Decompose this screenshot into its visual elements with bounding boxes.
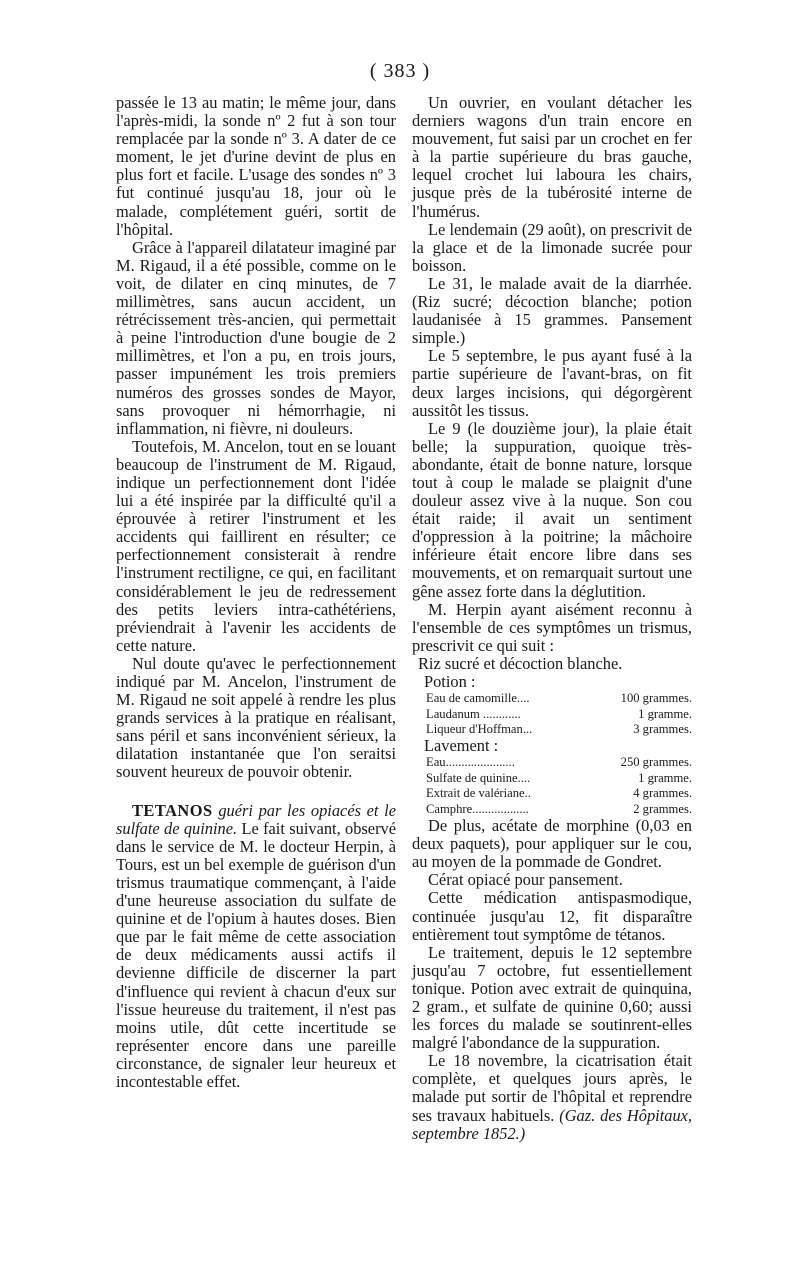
- table-row: [412, 707, 692, 722]
- paragraph: Le 9 (le douzième jour), la plaie était belle; la suppuration, quoique très-abondante, était de bonne nature, lorsque tout à coup le malade se plaignit d'une douleur assez vive à la nuque. Son cou était raide; il avait un sentiment d'oppression à la poitrine; la mâchoire inférieure était encore libre dans ses mouvements, et on remarquait surtout une gêne assez forte dans la déglutition.: [412, 418, 692, 601]
- table-row: [412, 802, 692, 817]
- paragraph-text: Le 18 novembre, la cicatrisation était complète, et quelques jours après, le malade put sortir de l'hôpital et reprendre ses travaux habituels.: [412, 1051, 692, 1125]
- table-row: [412, 691, 692, 706]
- quantity: 3 grammes.: [633, 721, 692, 736]
- paragraph: Nul doute qu'avec le perfectionnement indiqué par M. Ancelon, l'instrument de M. Rigaud ne soit appelé à rendre les plus grands services à la pratique en réalisant, sans péril et sans inconvénient sérieux, la dilatation instantanée que l'on seraitsi souvent heureux de pouvoir obtenir.: [116, 653, 396, 782]
- quantity: 4 grammes.: [633, 786, 692, 801]
- paragraph: Cérat opiacé pour pansement.: [428, 870, 623, 890]
- right-column: [412, 94, 692, 1143]
- paragraph: Un ouvrier, en voulant détacher les derniers wagons d'un train encore en mouvement, fut saisi par un crochet en fer à la partie supérieure du bras gauche, lequel crochet lui laboura les chairs, jusque près de la tubérosité interne de l'humérus.: [412, 93, 692, 221]
- paragraph: Le 31, le malade avait de la diarrhée. (Riz sucré; décoction blanche; potion laudanisée à 15 grammes. Pansement simple.): [412, 273, 692, 348]
- paragraph: [412, 1052, 692, 1142]
- article-subtitle: guéri par les opiacés et le sulfate de quinine.: [116, 800, 396, 838]
- quantity: 250 grammes.: [620, 755, 692, 770]
- page-number: ( 383 ): [369, 60, 431, 82]
- paragraph: Le 5 septembre, le pus ayant fusé à la partie supérieure de l'avant-bras, on fit deux larges incisions, qui dégorgèrent aussitôt les tissus.: [412, 346, 692, 420]
- potion-table: [412, 691, 692, 737]
- lavement-label: Lavement :: [424, 736, 499, 756]
- paragraph: Le lendemain (29 août), on prescrivit de la glace et de la limonade sucrée pour boisson.: [412, 219, 692, 275]
- ingredient: Camphre..................: [426, 801, 529, 816]
- table-row: [412, 786, 692, 801]
- citation: (Gaz. des Hôpitaux, septembre 1852.): [412, 1105, 693, 1143]
- tetanos-article-paragraph: [116, 802, 396, 1092]
- ingredient: Eau de camomille....: [426, 691, 530, 706]
- paragraph: Grâce à l'appareil dilatateur imaginé par M. Rigaud, il a été possible, comme on le voit, de dilater en cinq minutes, de 7 millimètres, sans aucun accident, un rétrécissement très-ancien, qui permettait à peine l'introduction d'une bougie de 2 millimètres, et l'on a pu, en trois jours, passer impunément les trois premiers numéros des grosses sondes de Mayor, sans provoquer ni hémorrhagie, ni inflammation, ni fièvre, ni douleurs.: [116, 237, 396, 438]
- ingredient: Sulfate de quinine....: [426, 770, 531, 785]
- paragraph: passée le 13 au matin; le même jour, dans l'après-midi, la sonde nº 2 fut à son tour remplacée par la sonde nº 3. A dater de ce moment, le jet d'urine devint de plus en plus fort et facile. L'usage des sondes nº 3 fut continué jusqu'au 18, jour où le malade, complétement guéri, sortit de l'hôpital.: [116, 93, 396, 239]
- table-row: [412, 755, 692, 770]
- paragraph: Toutefois, M. Ancelon, tout en se louant beaucoup de l'instrument de M. Rigaud, indique un perfectionnement dont l'idée lui a été inspirée par la difficulté qu'il a éprouvée à retirer l'instrument et les accidents qui faillirent en résulter; ce perfectionnement consisterait à rendre l'instrument rectiligne, ce qui, en facilitant considérablement le jeu de redressement des petits leviers intra-cathétériens, préviendrait à l'avenir les accidents de cette nature.: [116, 436, 396, 655]
- ingredient: Liqueur d'Hoffman...: [426, 721, 533, 736]
- quantity: 1 gramme.: [638, 770, 692, 785]
- paragraph-text: Le fait suivant, observé dans le service de M. le docteur Herpin, à Tours, est un bel exemple de guérison d'un trismus traumatique commençant, à l'aide d'une heureuse association du sulfate de quinine et de l'opium à hautes doses. Bien que par le fait même de cette association de deux médicaments aussi actifs il devienne difficile de discerner la part d'influence qui revient à chacun d'eux sur l'issue heureuse du traitement, il n'est pas moins utile, dût cette incertitude se représenter encore dans une pareille circonstance, de signaler leur heureux et incontestable effet.: [116, 818, 396, 1091]
- article-heading: TETANOS: [132, 800, 213, 820]
- table-row: [412, 722, 692, 737]
- potion-label: Potion :: [424, 672, 476, 691]
- paragraph: Le traitement, depuis le 12 septembre jusqu'au 7 octobre, fut essentiellement tonique. Potion avec extrait de quinquina, 2 gram., et sulfate de quinine 0,60; aussi les forces du malade se soutinrent-elles malgré l'abondance de la suppuration.: [412, 942, 692, 1053]
- quantity: 1 gramme.: [638, 706, 692, 721]
- paragraph: M. Herpin ayant aisément reconnu à l'ensemble de ces symptômes un trismus, prescrivit ce qui suit :: [412, 599, 692, 655]
- ingredient: Extrait de valériane..: [426, 786, 531, 801]
- lavement-table: [412, 755, 692, 817]
- table-row: [412, 771, 692, 786]
- paragraph: De plus, acétate de morphine (0,03 en deux paquets), pour appliquer sur le cou, au moyen de la pommade de Gondret.: [412, 816, 692, 872]
- ingredient: Eau......................: [426, 755, 515, 770]
- paragraph: Cette médication antispasmodique, continuée jusqu'au 12, fit disparaître entièrement tout symptôme de tétanos.: [412, 888, 692, 944]
- quantity: 100 grammes.: [620, 691, 692, 706]
- prescription-line: Riz sucré et décoction blanche.: [418, 653, 623, 673]
- ingredient: Laudanum ............: [426, 706, 521, 721]
- quantity: 2 grammes.: [633, 801, 692, 816]
- left-column: [116, 94, 396, 1091]
